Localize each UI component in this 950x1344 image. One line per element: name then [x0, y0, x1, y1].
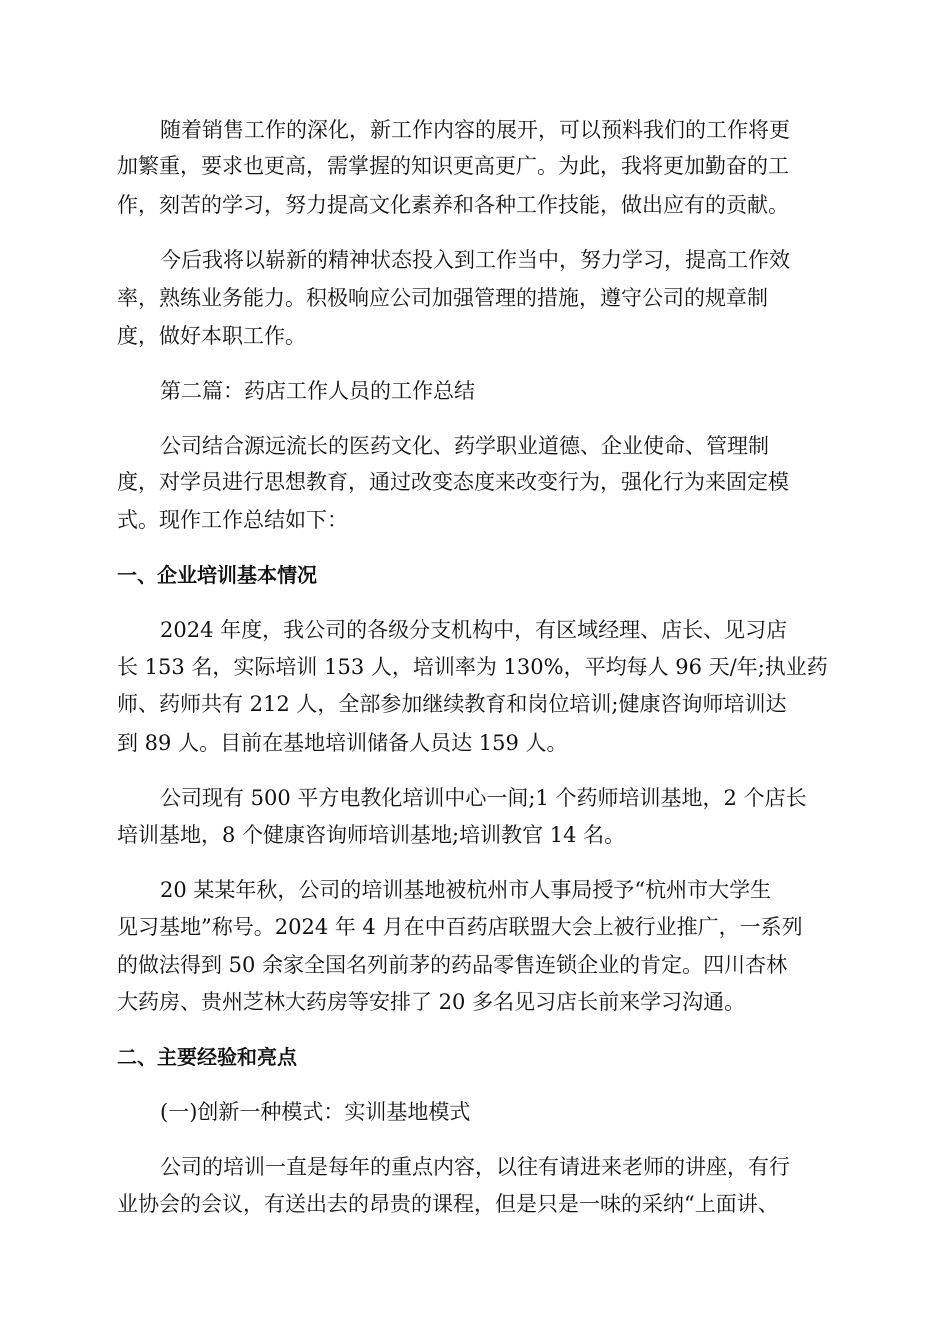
- section-heading: 二、主要经验和亮点: [117, 1045, 297, 1069]
- text-line: 见习基地”称号。2024 年 4 月在中百药店联盟大会上被行业推广，一系列: [117, 915, 803, 939]
- text-line: 大药房、贵州芝林大药房等安排了 20 多名见习店长前来学习沟通。: [117, 990, 746, 1014]
- text-line: 今后我将以崭新的精神状态投入到工作当中，努力学习，提高工作效: [160, 248, 790, 272]
- section-heading: 一、企业培训基本情况: [117, 563, 317, 587]
- text-line: 第二篇：药店工作人员的工作总结: [160, 379, 475, 403]
- text-line: 师、药师共有 212 人，全部参加继续教育和岗位培训;健康咨询师培训达: [117, 692, 787, 716]
- text-line: 的做法得到 50 余家全国名列前茅的药品零售连锁企业的肯定。四川杏林: [117, 953, 788, 977]
- text-line: 式。现作工作总结如下：: [117, 508, 348, 532]
- text-line: 公司结合源远流长的医药文化、药学职业道德、企业使命、管理制: [160, 434, 769, 458]
- text-line: 20 某某年秋，公司的培训基地被杭州市人事局授予“杭州市大学生: [160, 878, 772, 902]
- text-line: 长 153 名，实际培训 153 人，培训率为 130%，平均每人 96 天/年;执业药: [117, 655, 828, 679]
- text-line: 度，对学员进行思想教育，通过改变态度来改变行为，强化行为来固定模: [117, 470, 789, 494]
- text-line: 度，做好本职工作。: [117, 324, 306, 348]
- text-line: 2024 年度，我公司的各级分支机构中，有区域经理、店长、见习店: [160, 618, 788, 642]
- text-line: 业协会的会议，有送出去的昂贵的课程，但是只是一味的采纳“上面讲、: [117, 1192, 779, 1216]
- text-line: 作，刻苦的学习，努力提高文化素养和各种工作技能，做出应有的贡献。: [117, 193, 789, 217]
- text-line: 公司的培训一直是每年的重点内容，以往有请进来老师的讲座，有行: [160, 1155, 790, 1179]
- text-line: 加繁重，要求也更高，需掌握的知识更高更广。为此，我将更加勤奋的工: [117, 154, 789, 178]
- text-line: 公司现有 500 平方电教化培训中心一间;1 个药师培训基地，2 个店长: [160, 786, 807, 810]
- text-line: 培训基地，8 个健康咨询师培训基地;培训教官 14 名。: [117, 823, 626, 847]
- text-line: 率，熟练业务能力。积极响应公司加强管理的措施，遵守公司的规章制: [117, 286, 768, 310]
- text-line: (一)创新一种模式：实训基地模式: [160, 1100, 471, 1124]
- text-line: 到 89 人。目前在基地培训储备人员达 159 人。: [117, 731, 568, 755]
- document-body: [117, 0, 833, 1344]
- text-line: 随着销售工作的深化，新工作内容的展开，可以预料我们的工作将更: [160, 118, 790, 142]
